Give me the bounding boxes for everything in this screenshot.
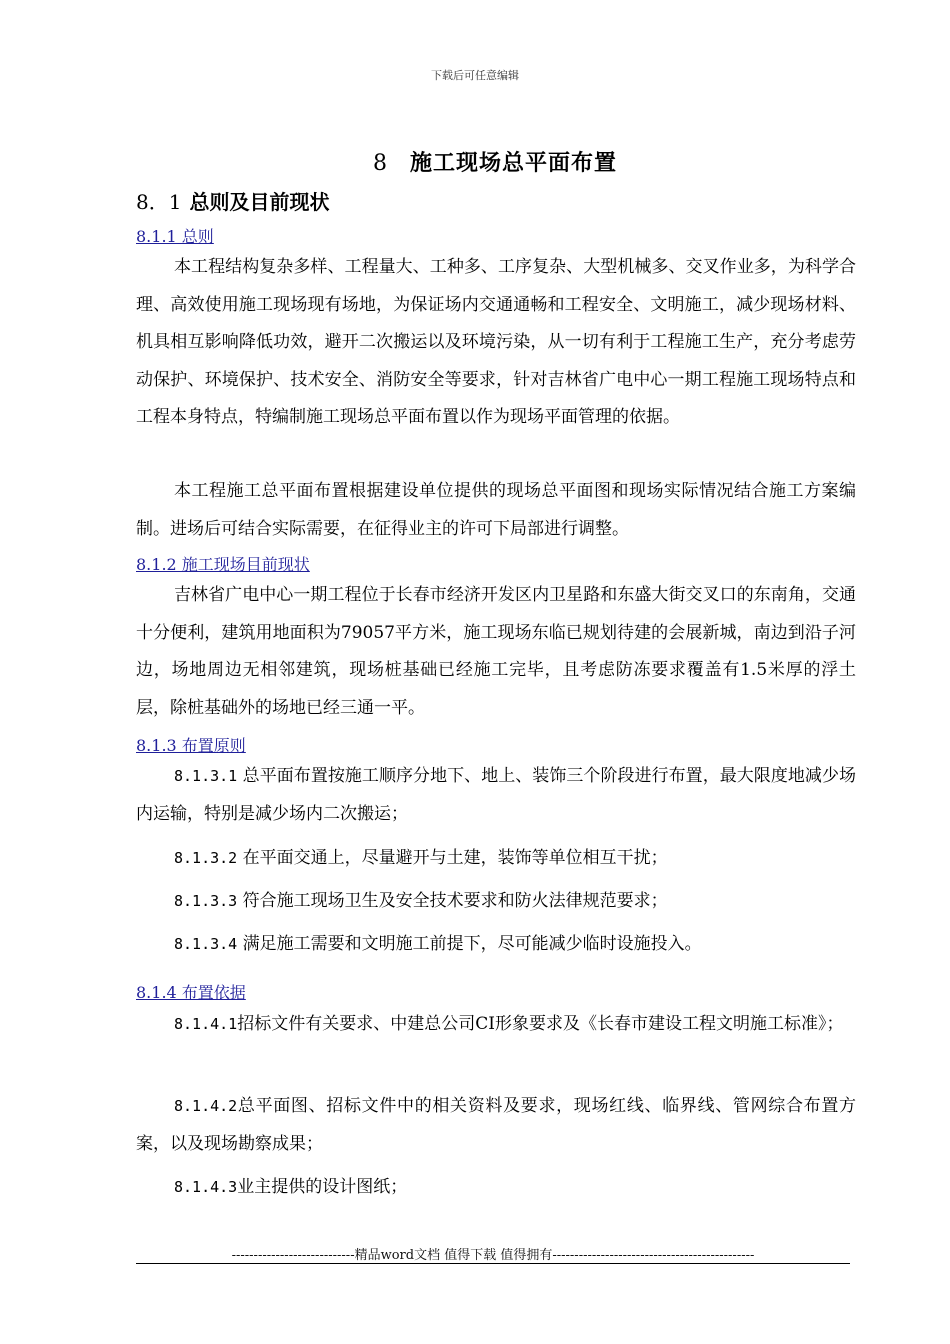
item-text: 总平面布置按施工顺序分地下、地上、装饰三个阶段进行布置，最大限度地减少场内运输，特别是减少场内二次搬运； xyxy=(136,766,856,824)
subsection-heading-812[interactable]: 8.1.2 施工现场目前现状 xyxy=(136,555,310,574)
chapter-title xyxy=(0,146,950,177)
page-footer: ----------------------------精品word文档 值得下载 值得拥有---------------------------------------------- xyxy=(231,1248,755,1263)
section-number: 8．1 xyxy=(136,190,182,214)
subsection-heading-813[interactable] xyxy=(136,733,292,756)
item-text: 业主提供的设计图纸； xyxy=(237,1177,408,1197)
subsection-heading-811[interactable]: 8.1.1 总则 xyxy=(136,227,214,246)
item-text: 在平面交通上，尽量避开与土建，装饰等单位相互干扰； xyxy=(237,848,668,868)
item-number: 8.1.4.2 xyxy=(174,1097,238,1115)
item-number: 8.1.3.4 xyxy=(174,935,238,953)
footer-rule xyxy=(136,1263,850,1264)
item-text: 总平面图、招标文件中的相关资料及要求，现场红线、临界线、管网综合布置方案，以及现场勘察成果； xyxy=(136,1096,856,1154)
subsection-814-label: 8.1.4 布置依据 xyxy=(136,983,246,1002)
basis-item xyxy=(136,1088,856,1163)
item-number: 8.1.3.2 xyxy=(174,849,238,867)
principle-item xyxy=(136,883,856,921)
paragraph-layout-basis: 本工程施工总平面布置根据建设单位提供的现场总平面图和现场实际情况结合施工方案编制。进场后可结合实际需要，在征得业主的许可下局部进行调整。 xyxy=(136,481,856,539)
basis-item xyxy=(136,1169,856,1207)
item-number: 8.1.4.3 xyxy=(174,1178,238,1196)
section-title-text: 总则及目前现状 xyxy=(189,190,330,214)
section-heading xyxy=(136,186,329,215)
paragraph-site-status: 吉林省广电中心一期工程位于长春市经济开发区内卫星路和东盛大街交叉口的东南角，交通十分便利，建筑用地面积为79057平方米，施工现场东临已规划待建的会展新城，南边到沿子河边，场地周边无相邻建筑，现场桩基础已经施工完毕，且考虑防冻要求覆盖有1.5米厚的浮土层，除桩基础外的场地已经三通一平。 xyxy=(136,585,856,718)
page-header: 下载后可任意编辑 xyxy=(431,69,519,82)
subsection-813-label: 8.1.3 布置原则 xyxy=(136,736,246,755)
paragraph-general: 本工程结构复杂多样、工程量大、工种多、工序复杂、大型机械多、交叉作业多，为科学合理、高效使用施工现场现有场地，为保证场内交通通畅和工程安全、文明施工，减少现场材料、机具相互影响降低功效，避开二次搬运以及环境污染，从一切有利于工程施工生产，充分考虑劳动保护、环境保护、技术安全、消防安全等要求，针对吉林省广电中心一期工程施工现场特点和工程本身特点，特编制施工现场总平面布置以作为现场平面管理的依据。 xyxy=(136,257,856,427)
subsection-heading-814[interactable] xyxy=(136,980,292,1003)
item-text: 符合施工现场卫生及安全技术要求和防火法律规范要求； xyxy=(237,891,668,911)
principle-item xyxy=(136,840,856,878)
basis-item xyxy=(136,1006,856,1044)
chapter-title-text: 施工现场总平面布置 xyxy=(409,150,617,176)
chapter-number: 8 xyxy=(372,151,388,176)
item-number: 8.1.3.3 xyxy=(174,892,238,910)
principle-item xyxy=(136,926,856,964)
item-text: 满足施工需要和文明施工前提下，尽可能减少临时设施投入。 xyxy=(237,934,702,954)
item-number: 8.1.3.1 xyxy=(174,767,238,785)
item-text: 招标文件有关要求、中建总公司CI形象要求及《长春市建设工程文明施工标准》； xyxy=(237,1014,844,1034)
principle-item xyxy=(136,758,856,833)
item-number: 8.1.4.1 xyxy=(174,1015,238,1033)
